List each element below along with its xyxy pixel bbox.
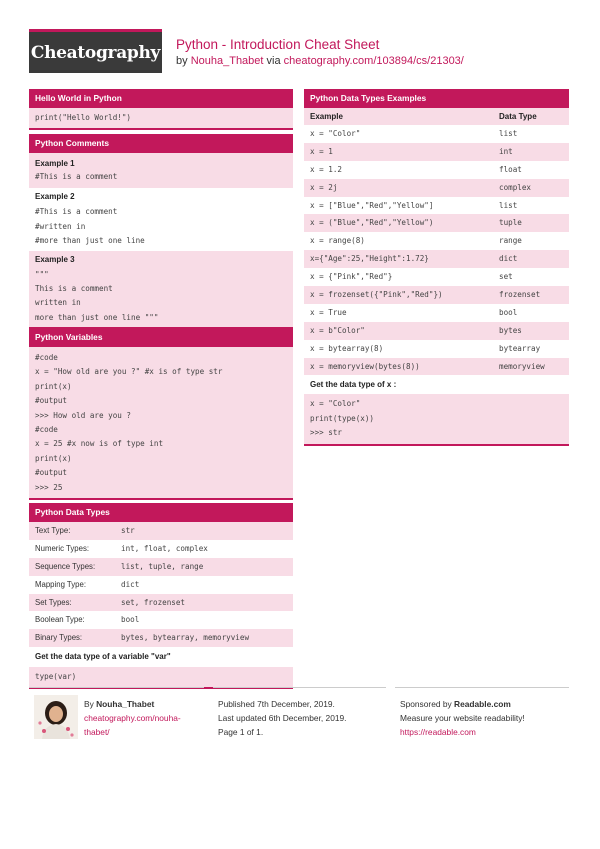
code-line: print(x) [35, 453, 72, 463]
section-title: Python Comments [29, 134, 293, 153]
table-row: Text Type: str [29, 522, 293, 540]
section-hello-world [29, 89, 293, 130]
table-row [304, 322, 569, 340]
code-line: type(var) [29, 667, 293, 687]
code-line: written in [35, 298, 81, 308]
table-row [304, 286, 569, 304]
byline [176, 55, 464, 67]
table-row [304, 161, 569, 179]
data-type-cell: int [499, 146, 513, 156]
table-row [304, 197, 569, 215]
table-row [304, 232, 569, 250]
example-cell: x = "Color" [310, 129, 361, 138]
example-cell: x = ["Blue","Red","Yellow"] [310, 200, 434, 210]
data-type-cell: float [499, 164, 522, 174]
data-type-cell: list [499, 129, 518, 138]
data-type-cell: bytes [499, 325, 522, 335]
table-row: Numeric Types: int, float, complex [29, 540, 293, 558]
example-1-title: Example 1 [35, 159, 75, 168]
example-cell: x = 1.2 [310, 164, 343, 174]
data-type-cell: memoryview [499, 361, 545, 371]
sponsor-tagline: Measure your website readability! [400, 713, 525, 723]
code-line: x = "Color" [310, 399, 361, 409]
example-cell: x={"Age":25,"Height":1.72} [310, 254, 429, 264]
code-line: #code [35, 424, 58, 434]
published-date: Published 7th December, 2019. [218, 699, 335, 709]
table-row [304, 268, 569, 286]
code-line: x = "How old are you ?" #x is of type str [35, 367, 223, 377]
example-cell: x = 1 [310, 146, 333, 156]
table-row: Sequence Types: list, tuple, range [29, 558, 293, 576]
examples-table-body [304, 125, 569, 375]
footer-sponsor: Sponsored by Readable.com Measure your website readability! https://readable.com [400, 699, 525, 737]
code-line: #This is a comment [35, 172, 118, 181]
example-cell: x = {"Pink","Red"} [310, 272, 393, 282]
code-line: #written in [35, 221, 86, 231]
footer-divider [29, 687, 204, 688]
table-row: Binary Types: bytes, bytearray, memoryview [29, 629, 293, 647]
page-number: Page 1 of 1. [218, 727, 264, 737]
section-title: Hello World in Python [29, 89, 293, 108]
sponsor-link[interactable]: https://readable.com [400, 727, 476, 737]
footer-divider [395, 687, 569, 688]
code-line: #output [35, 396, 68, 406]
example-cell: x = frozenset({"Pink","Red"}) [310, 290, 443, 300]
code-line: #code [35, 353, 58, 362]
data-type-cell: tuple [499, 218, 522, 228]
author-link[interactable]: Nouha_Thabet [190, 55, 264, 67]
sheet-url-link[interactable]: cheatography.com/103894/cs/21303/ [283, 55, 464, 67]
code-line: #This is a comment [35, 207, 118, 217]
code-line: print("Hello World!") [29, 108, 293, 128]
code-line: #more than just one line [35, 236, 145, 246]
sponsor-name: Readable.com [454, 699, 511, 709]
byline-by: by [176, 55, 188, 67]
example-3-title: Example 3 [35, 254, 75, 264]
table-header [304, 108, 569, 125]
code-line: >>> str [310, 428, 343, 438]
example-cell: x = memoryview(bytes(8)) [310, 361, 420, 371]
example-cell: x = True [310, 307, 347, 317]
code-line: print(type(x)) [310, 413, 375, 423]
code-line: #output [35, 468, 68, 478]
updated-date: Last updated 6th December, 2019. [218, 713, 347, 723]
data-type-cell: dict [499, 254, 518, 264]
data-type-cell: set [499, 272, 513, 282]
data-type-cell: list [499, 200, 518, 210]
example-cell: x = bytearray(8) [310, 343, 384, 353]
table-row [304, 250, 569, 268]
table-row [304, 304, 569, 322]
example-cell: x = range(8) [310, 236, 365, 246]
section-comments [29, 134, 293, 329]
author-avatar[interactable] [34, 695, 78, 739]
table-row [304, 125, 569, 143]
section-data-types [29, 503, 293, 689]
section-title: Python Data Types [29, 503, 293, 522]
data-type-cell: bool [499, 307, 518, 317]
footer-dates [218, 697, 347, 739]
page-title: Python - Introduction Cheat Sheet [176, 37, 380, 52]
section-title: Python Variables [29, 328, 293, 347]
data-type-cell: frozenset [499, 290, 541, 300]
footer-author: By Nouha_Thabet cheatography.com/nouha- thabet/ [84, 699, 181, 737]
section-variables [29, 328, 293, 500]
table-row: Set Types: set, frozenset [29, 594, 293, 612]
table-row: Mapping Type: dict [29, 576, 293, 594]
example-cell: x = b"Color" [310, 325, 365, 335]
data-type-cell: bytearray [499, 343, 541, 353]
type-check-subtitle: Get the data type of x : [310, 380, 397, 390]
section-title: Python Data Types Examples [304, 89, 569, 108]
code-line: x = 25 #x now is of type int [35, 439, 164, 449]
example-2-title: Example 2 [35, 192, 75, 202]
column-header-example: Example [310, 112, 343, 121]
footer-author-url-cont[interactable]: thabet/ [84, 727, 110, 737]
data-type-cell: range [499, 236, 522, 246]
byline-via: via [266, 55, 281, 67]
table-row [304, 340, 569, 358]
data-type-cell: complex [499, 182, 532, 192]
code-line: more than just one line """ [35, 312, 159, 322]
example-cell: x = 2j [310, 182, 338, 192]
section-data-type-examples [304, 89, 569, 446]
column-header-data-type: Data Type [499, 112, 537, 121]
code-line: This is a comment [35, 283, 113, 293]
type-check-subtitle: Get the data type of a variable "var" [35, 652, 171, 662]
code-line: >>> 25 [35, 482, 63, 492]
table-row [304, 358, 569, 376]
cheatography-logo[interactable] [29, 29, 162, 73]
footer-author-name: Nouha_Thabet [96, 699, 155, 709]
table-row: Boolean Type: bool [29, 611, 293, 629]
table-row [304, 214, 569, 232]
logo-text: Cheatography [30, 42, 161, 63]
footer-divider [213, 687, 386, 688]
code-line: """ [35, 269, 49, 279]
table-row [304, 179, 569, 197]
table-row [304, 143, 569, 161]
example-cell: x = ("Blue","Red","Yellow") [310, 218, 434, 228]
code-line: >>> How old are you ? [35, 410, 132, 420]
code-line: print(x) [35, 381, 72, 391]
footer-author-url[interactable]: cheatography.com/nouha- [84, 713, 181, 723]
